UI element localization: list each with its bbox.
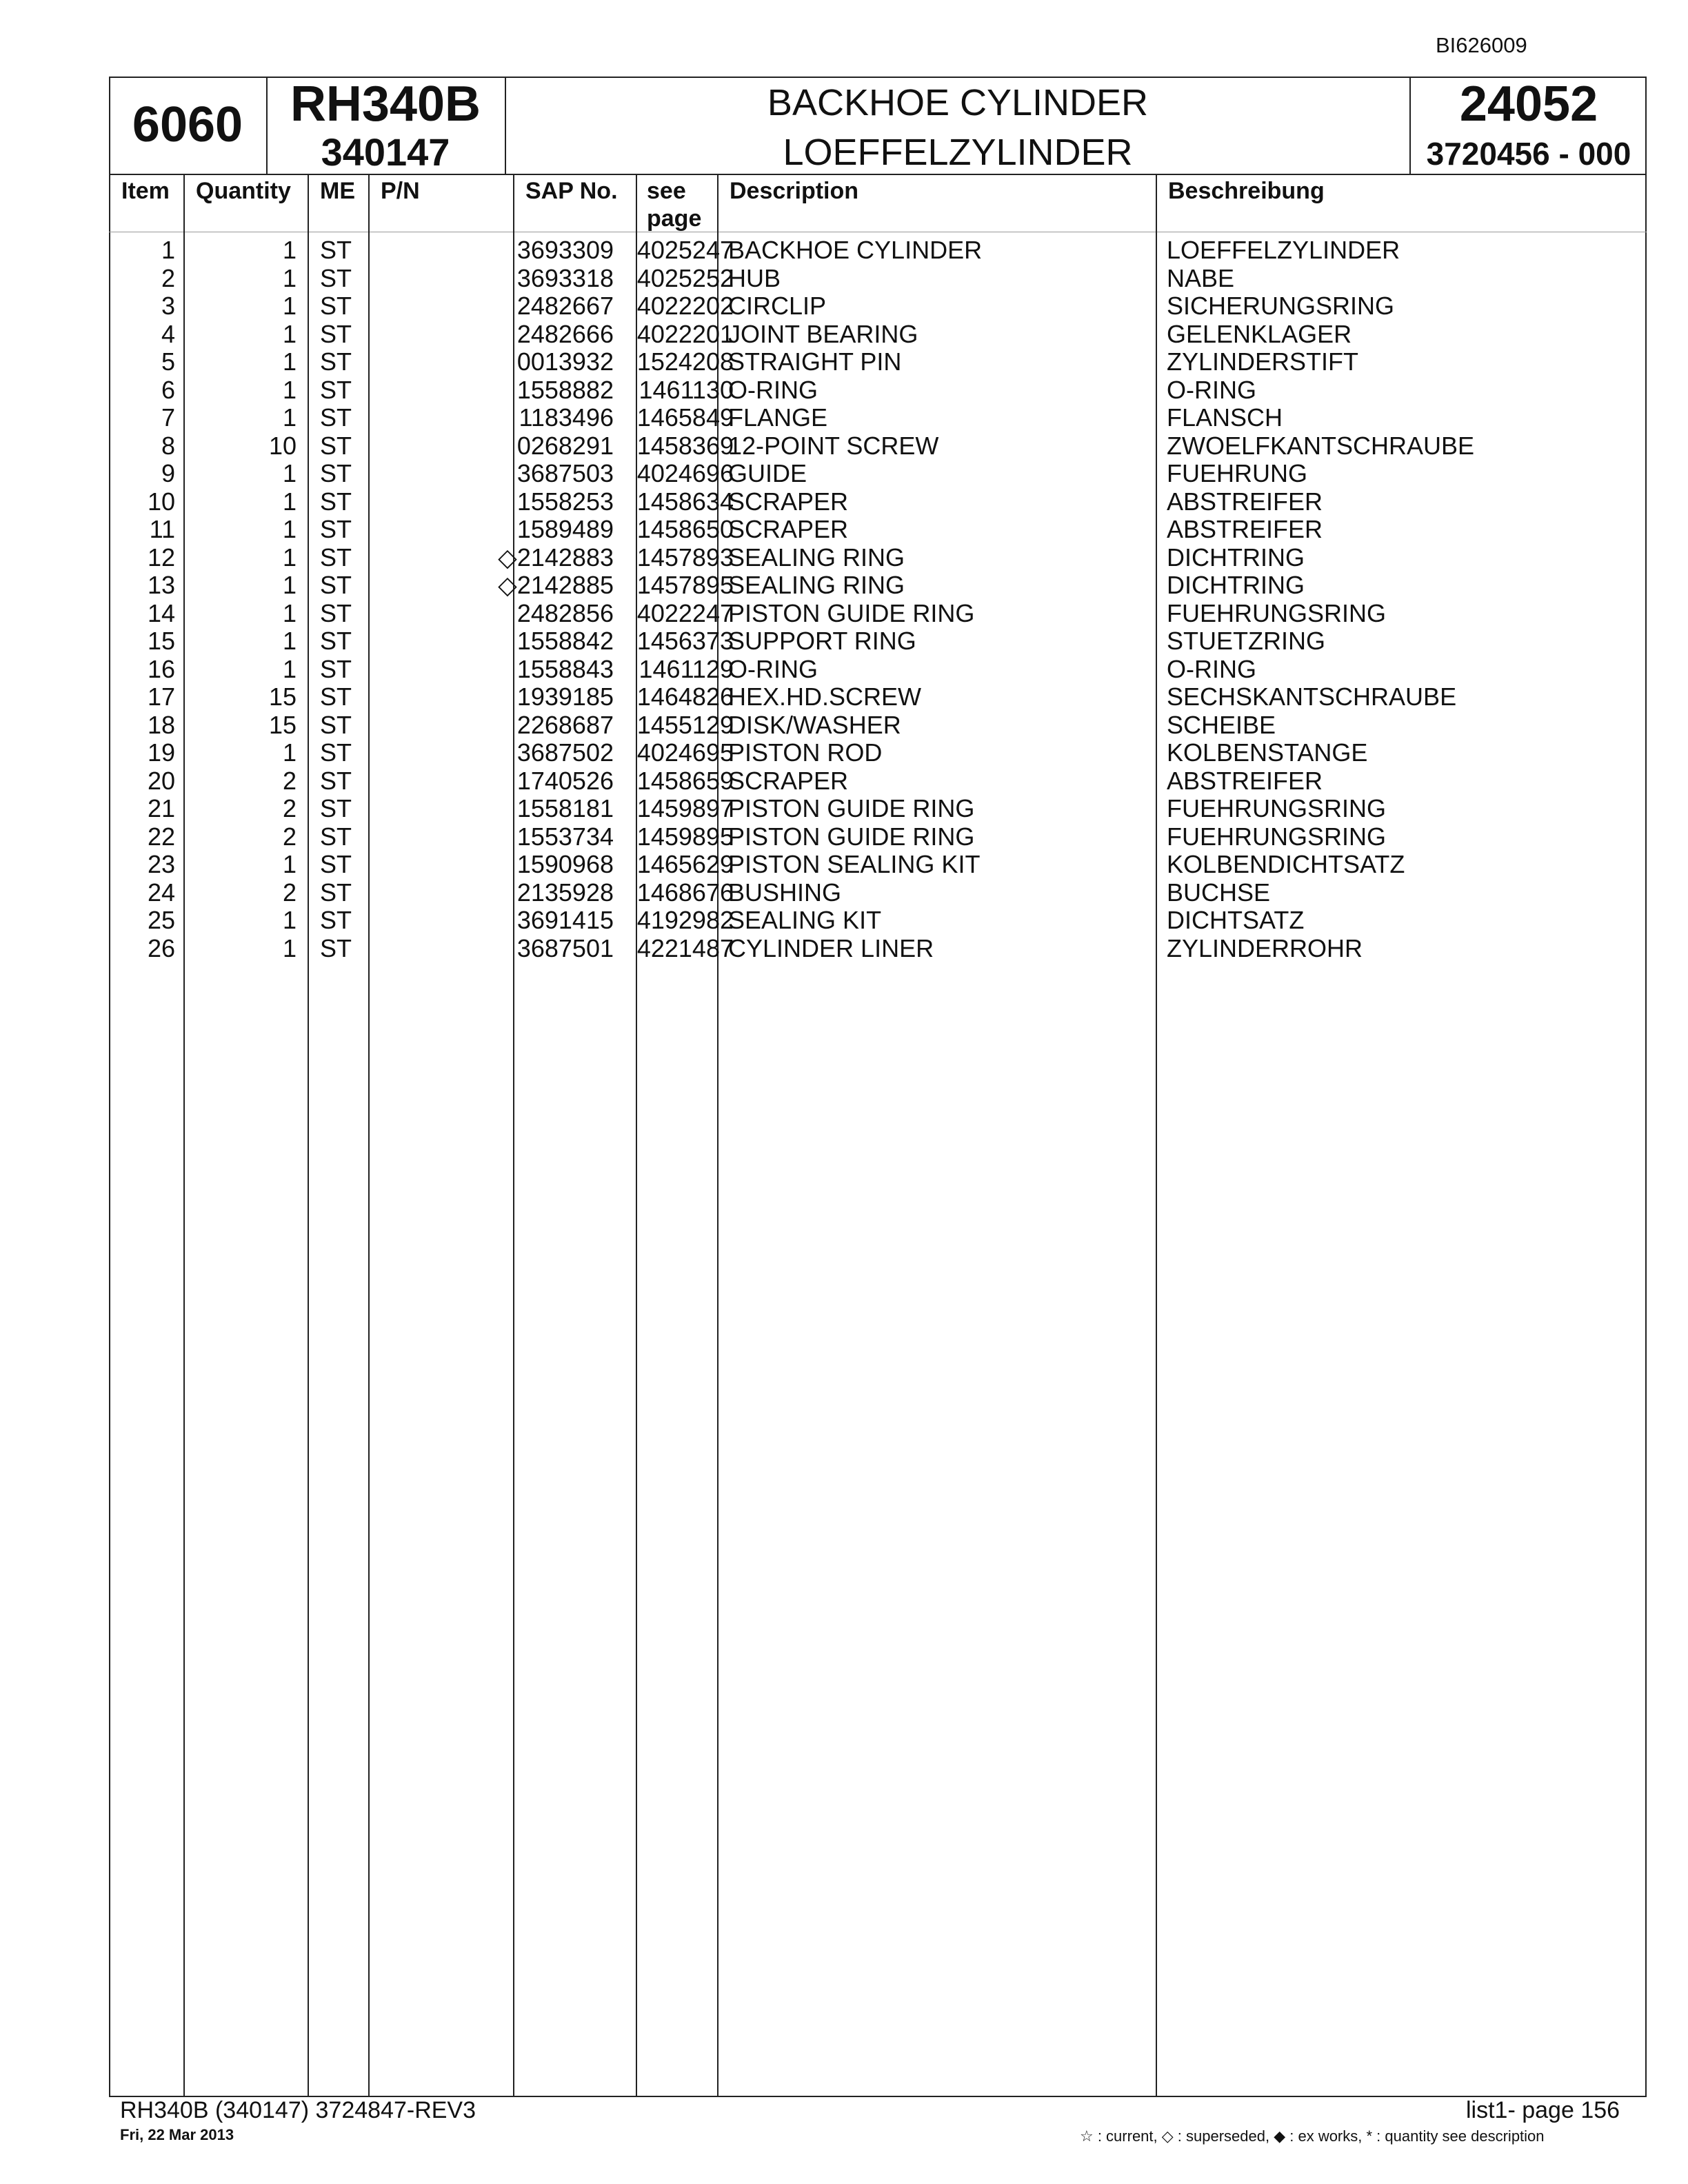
quantity-cell: 1 xyxy=(282,850,297,878)
sap-number-cell: 1461130 xyxy=(639,375,734,404)
beschreibung-cell: O-RING xyxy=(1167,654,1256,683)
sap-number-cell: 1468676 xyxy=(636,878,734,907)
unit-cell: ST xyxy=(320,682,352,711)
table-row xyxy=(109,906,1647,933)
table-row xyxy=(109,878,1647,906)
unit-cell: ST xyxy=(320,375,352,404)
column-header-me: ME xyxy=(320,178,355,204)
table-row xyxy=(109,850,1647,878)
part-number-cell: 2268687 xyxy=(516,710,614,739)
part-number-cell: 2482667 xyxy=(516,292,614,320)
quantity-cell: 2 xyxy=(282,822,297,851)
part-number-cell: 1558842 xyxy=(516,627,614,655)
part-number-cell: 3693309 xyxy=(516,236,614,264)
assembly-number: 3720456 - 000 xyxy=(1426,136,1631,172)
table-row xyxy=(109,934,1647,962)
item-cell: 16 xyxy=(147,654,175,683)
item-cell: 2 xyxy=(161,263,175,292)
table-row xyxy=(109,487,1647,515)
item-cell: 10 xyxy=(147,487,175,516)
column-header-see-page-2: page xyxy=(647,205,702,232)
beschreibung-cell: KOLBENDICHTSATZ xyxy=(1167,850,1405,878)
column-header-item: Item xyxy=(121,178,170,204)
item-cell: 25 xyxy=(147,906,175,934)
part-number-cell: 3693318 xyxy=(516,263,614,292)
sap-number-cell: 1465629 xyxy=(636,850,734,878)
item-cell: 3 xyxy=(161,292,175,320)
unit-cell: ST xyxy=(320,878,352,907)
part-number-cell: 0013932 xyxy=(516,347,614,376)
description-cell: GUIDE xyxy=(728,459,807,487)
sap-number-cell: 1455129 xyxy=(636,710,734,739)
beschreibung-cell: ABSTREIFER xyxy=(1167,766,1323,795)
beschreibung-cell: FUEHRUNGSRING xyxy=(1167,822,1387,851)
item-cell: 12 xyxy=(147,543,175,572)
quantity-cell: 1 xyxy=(282,292,297,320)
beschreibung-cell: BUCHSE xyxy=(1167,878,1271,907)
table-row xyxy=(109,794,1647,822)
beschreibung-cell: KOLBENSTANGE xyxy=(1167,738,1368,767)
description-cell: HUB xyxy=(728,263,781,292)
description-cell: DISK/WASHER xyxy=(728,710,901,739)
part-number-cell: ◇2142883 xyxy=(498,543,614,572)
quantity-cell: 1 xyxy=(282,906,297,934)
unit-cell: ST xyxy=(320,263,352,292)
quantity-cell: 15 xyxy=(268,710,297,739)
part-number-cell: 1590968 xyxy=(516,850,614,878)
quantity-cell: 1 xyxy=(282,319,297,348)
table-row xyxy=(109,376,1647,403)
unit-cell: ST xyxy=(320,459,352,487)
table-row xyxy=(109,822,1647,850)
part-number-cell: 3687502 xyxy=(516,738,614,767)
item-cell: 26 xyxy=(147,933,175,962)
beschreibung-cell: SECHSKANTSCHRAUBE xyxy=(1167,682,1457,711)
sap-number-cell: 1458650 xyxy=(636,515,734,543)
part-number-cell: 2135928 xyxy=(516,878,614,907)
part-number-cell: 3687501 xyxy=(516,933,614,962)
beschreibung-cell: FUEHRUNGSRING xyxy=(1167,794,1387,822)
table-row xyxy=(109,599,1647,627)
column-header-quantity: Quantity xyxy=(196,178,291,204)
item-cell: 15 xyxy=(147,627,175,655)
unit-cell: ST xyxy=(320,710,352,739)
part-number-cell: 1558843 xyxy=(516,654,614,683)
group-number: 6060 xyxy=(132,97,243,152)
sap-number-cell: 4024696 xyxy=(636,459,734,487)
description-cell: BUSHING xyxy=(728,878,842,907)
table-row xyxy=(109,347,1647,375)
table-row xyxy=(109,767,1647,794)
title-english: BACKHOE CYLINDER xyxy=(767,82,1149,123)
beschreibung-cell: FUEHRUNGSRING xyxy=(1167,598,1387,627)
beschreibung-cell: GELENKLAGER xyxy=(1167,319,1352,348)
table-row xyxy=(109,292,1647,319)
quantity-cell: 10 xyxy=(268,431,297,460)
table-row xyxy=(109,432,1647,459)
beschreibung-cell: FUEHRUNG xyxy=(1167,459,1307,487)
unit-cell: ST xyxy=(320,487,352,516)
unit-cell: ST xyxy=(320,431,352,460)
beschreibung-cell: SCHEIBE xyxy=(1167,710,1276,739)
table-row xyxy=(109,571,1647,598)
sap-number-cell: 1458659 xyxy=(636,766,734,795)
part-number-cell: 1553734 xyxy=(516,822,614,851)
part-number-cell: 1589489 xyxy=(516,515,614,543)
part-number-cell: 1183496 xyxy=(519,403,614,432)
item-cell: 18 xyxy=(147,710,175,739)
part-number-cell: 3691415 xyxy=(516,906,614,934)
quantity-cell: 1 xyxy=(282,236,297,264)
description-cell: PISTON GUIDE RING xyxy=(728,598,975,627)
beschreibung-cell: STUETZRING xyxy=(1167,627,1325,655)
part-number-cell: ◇2142885 xyxy=(498,571,614,599)
quantity-cell: 1 xyxy=(282,933,297,962)
unit-cell: ST xyxy=(320,292,352,320)
part-number-cell: 1558882 xyxy=(516,375,614,404)
sap-number-cell: 4022201 xyxy=(636,319,734,348)
quantity-cell: 1 xyxy=(282,571,297,599)
description-cell: SCRAPER xyxy=(728,515,849,543)
item-cell: 13 xyxy=(147,571,175,599)
sap-number-cell: 1458369 xyxy=(636,431,734,460)
footer-date: Fri, 22 Mar 2013 xyxy=(120,2126,234,2143)
drawing-number: 24052 xyxy=(1459,77,1598,132)
item-cell: 11 xyxy=(149,515,175,543)
item-cell: 22 xyxy=(147,822,175,851)
sap-number-cell: 4022202 xyxy=(636,292,734,320)
quantity-cell: 1 xyxy=(282,543,297,572)
description-cell: PISTON GUIDE RING xyxy=(728,822,975,851)
item-cell: 19 xyxy=(147,738,175,767)
item-cell: 5 xyxy=(161,347,175,376)
sap-number-cell: 1464826 xyxy=(636,682,734,711)
quantity-cell: 2 xyxy=(282,766,297,795)
item-cell: 14 xyxy=(147,598,175,627)
part-number-cell: 1740526 xyxy=(516,766,614,795)
item-cell: 8 xyxy=(161,431,175,460)
description-cell: O-RING xyxy=(728,375,818,404)
unit-cell: ST xyxy=(320,766,352,795)
sap-number-cell: 4025252 xyxy=(636,263,734,292)
description-cell: STRAIGHT PIN xyxy=(728,347,902,376)
beschreibung-cell: ABSTREIFER xyxy=(1167,487,1323,516)
part-number-cell: 2482666 xyxy=(516,319,614,348)
sap-number-cell: 4024695 xyxy=(636,738,734,767)
description-cell: SEALING RING xyxy=(728,571,905,599)
beschreibung-cell: FLANSCH xyxy=(1167,403,1283,432)
part-number-cell: 1558253 xyxy=(516,487,614,516)
quantity-cell: 1 xyxy=(282,598,297,627)
sap-number-cell: 1457895 xyxy=(636,571,734,599)
quantity-cell: 2 xyxy=(282,878,297,907)
sap-number-cell: 1458634 xyxy=(636,487,734,516)
unit-cell: ST xyxy=(320,515,352,543)
beschreibung-cell: O-RING xyxy=(1167,375,1256,404)
table-row xyxy=(109,738,1647,766)
table-row xyxy=(109,515,1647,543)
unit-cell: ST xyxy=(320,794,352,822)
table-row xyxy=(109,403,1647,431)
unit-cell: ST xyxy=(320,403,352,432)
beschreibung-cell: LOEFFELZYLINDER xyxy=(1167,236,1400,264)
unit-cell: ST xyxy=(320,319,352,348)
description-cell: O-RING xyxy=(728,654,818,683)
table-row xyxy=(109,682,1647,710)
unit-cell: ST xyxy=(320,654,352,683)
footer-doc-reference: RH340B (340147) 3724847-REV3 xyxy=(120,2097,476,2123)
beschreibung-cell: ZYLINDERSTIFT xyxy=(1167,347,1359,376)
item-cell: 4 xyxy=(161,319,175,348)
beschreibung-cell: NABE xyxy=(1167,263,1235,292)
description-cell: 12-POINT SCREW xyxy=(728,431,939,460)
sap-number-cell: 1459895 xyxy=(636,822,734,851)
footer-page-number: list1- page 156 xyxy=(1466,2097,1620,2123)
beschreibung-cell: ZYLINDERROHR xyxy=(1167,933,1363,962)
sap-number-cell: 1465849 xyxy=(636,403,734,432)
quantity-cell: 1 xyxy=(282,738,297,767)
item-cell: 6 xyxy=(161,375,175,404)
column-header-see-page: see xyxy=(647,178,686,204)
quantity-cell: 1 xyxy=(282,654,297,683)
beschreibung-cell: SICHERUNGSRING xyxy=(1167,292,1395,320)
sap-number-cell: 4192982 xyxy=(636,906,734,934)
table-row xyxy=(109,711,1647,738)
sap-number-cell: 1459897 xyxy=(636,794,734,822)
quantity-cell: 15 xyxy=(268,682,297,711)
beschreibung-cell: DICHTRING xyxy=(1167,543,1305,572)
table-row xyxy=(109,264,1647,292)
sap-number-cell: 1457893 xyxy=(636,543,734,572)
unit-cell: ST xyxy=(320,738,352,767)
quantity-cell: 1 xyxy=(282,375,297,404)
table-row xyxy=(109,459,1647,487)
item-cell: 9 xyxy=(161,459,175,487)
column-header-sap: SAP No. xyxy=(525,178,618,204)
sap-number-cell: 4221487 xyxy=(636,933,734,962)
description-cell: PISTON GUIDE RING xyxy=(728,794,975,822)
part-number-cell: 2482856 xyxy=(516,598,614,627)
item-cell: 20 xyxy=(147,766,175,795)
table-row xyxy=(109,320,1647,347)
beschreibung-cell: ZWOELFKANTSCHRAUBE xyxy=(1167,431,1475,460)
quantity-cell: 1 xyxy=(282,627,297,655)
part-number-cell: 0268291 xyxy=(516,431,614,460)
column-header-pn: P/N xyxy=(381,178,420,204)
serial-number: 340147 xyxy=(321,130,450,174)
description-cell: CYLINDER LINER xyxy=(728,933,934,962)
description-cell: CIRCLIP xyxy=(728,292,827,320)
unit-cell: ST xyxy=(320,543,352,572)
beschreibung-cell: ABSTREIFER xyxy=(1167,515,1323,543)
machine-model: RH340B xyxy=(290,77,481,132)
column-header-description: Description xyxy=(730,178,859,204)
item-cell: 17 xyxy=(147,682,175,711)
quantity-cell: 1 xyxy=(282,459,297,487)
part-number-cell: 1558181 xyxy=(516,794,614,822)
description-cell: PISTON SEALING KIT xyxy=(728,850,981,878)
unit-cell: ST xyxy=(320,571,352,599)
unit-cell: ST xyxy=(320,906,352,934)
item-cell: 24 xyxy=(147,878,175,907)
unit-cell: ST xyxy=(320,933,352,962)
description-cell: SEALING RING xyxy=(728,543,905,572)
quantity-cell: 1 xyxy=(282,515,297,543)
part-number-cell: 1939185 xyxy=(516,682,614,711)
quantity-cell: 1 xyxy=(282,487,297,516)
table-row xyxy=(109,627,1647,654)
unit-cell: ST xyxy=(320,347,352,376)
beschreibung-cell: DICHTSATZ xyxy=(1167,906,1305,934)
column-header-beschreibung: Beschreibung xyxy=(1168,178,1325,204)
description-cell: HEX.HD.SCREW xyxy=(728,682,922,711)
sap-number-cell: 4022247 xyxy=(636,598,734,627)
description-cell: SCRAPER xyxy=(728,487,849,516)
item-cell: 23 xyxy=(147,850,175,878)
unit-cell: ST xyxy=(320,236,352,264)
table-row xyxy=(109,655,1647,682)
sap-number-cell: 1461129 xyxy=(639,654,734,683)
quantity-cell: 1 xyxy=(282,347,297,376)
title-german: LOEFFELZYLINDER xyxy=(783,132,1133,173)
unit-cell: ST xyxy=(320,850,352,878)
table-row xyxy=(109,543,1647,571)
description-cell: SUPPORT RING xyxy=(728,627,916,655)
description-cell: JOINT BEARING xyxy=(728,319,918,348)
sap-number-cell: 1524208 xyxy=(636,347,734,376)
description-cell: FLANGE xyxy=(728,403,828,432)
item-cell: 21 xyxy=(147,794,175,822)
quantity-cell: 2 xyxy=(282,794,297,822)
description-cell: PISTON ROD xyxy=(728,738,883,767)
quantity-cell: 1 xyxy=(282,263,297,292)
description-cell: SCRAPER xyxy=(728,766,849,795)
item-cell: 7 xyxy=(161,403,175,432)
quantity-cell: 1 xyxy=(282,403,297,432)
part-number-cell: 3687503 xyxy=(516,459,614,487)
sap-number-cell: 1456373 xyxy=(636,627,734,655)
table-row xyxy=(109,236,1647,263)
description-cell: BACKHOE CYLINDER xyxy=(728,236,983,264)
unit-cell: ST xyxy=(320,627,352,655)
beschreibung-cell: DICHTRING xyxy=(1167,571,1305,599)
description-cell: SEALING KIT xyxy=(728,906,882,934)
unit-cell: ST xyxy=(320,598,352,627)
document-id: BI626009 xyxy=(1436,33,1527,57)
unit-cell: ST xyxy=(320,822,352,851)
item-cell: 1 xyxy=(161,236,175,264)
sap-number-cell: 4025247 xyxy=(636,236,734,264)
footer-symbol-legend: ☆ : current, ◇ : superseded, ◆ : ex works, * : quantity see description xyxy=(1080,2127,1545,2145)
